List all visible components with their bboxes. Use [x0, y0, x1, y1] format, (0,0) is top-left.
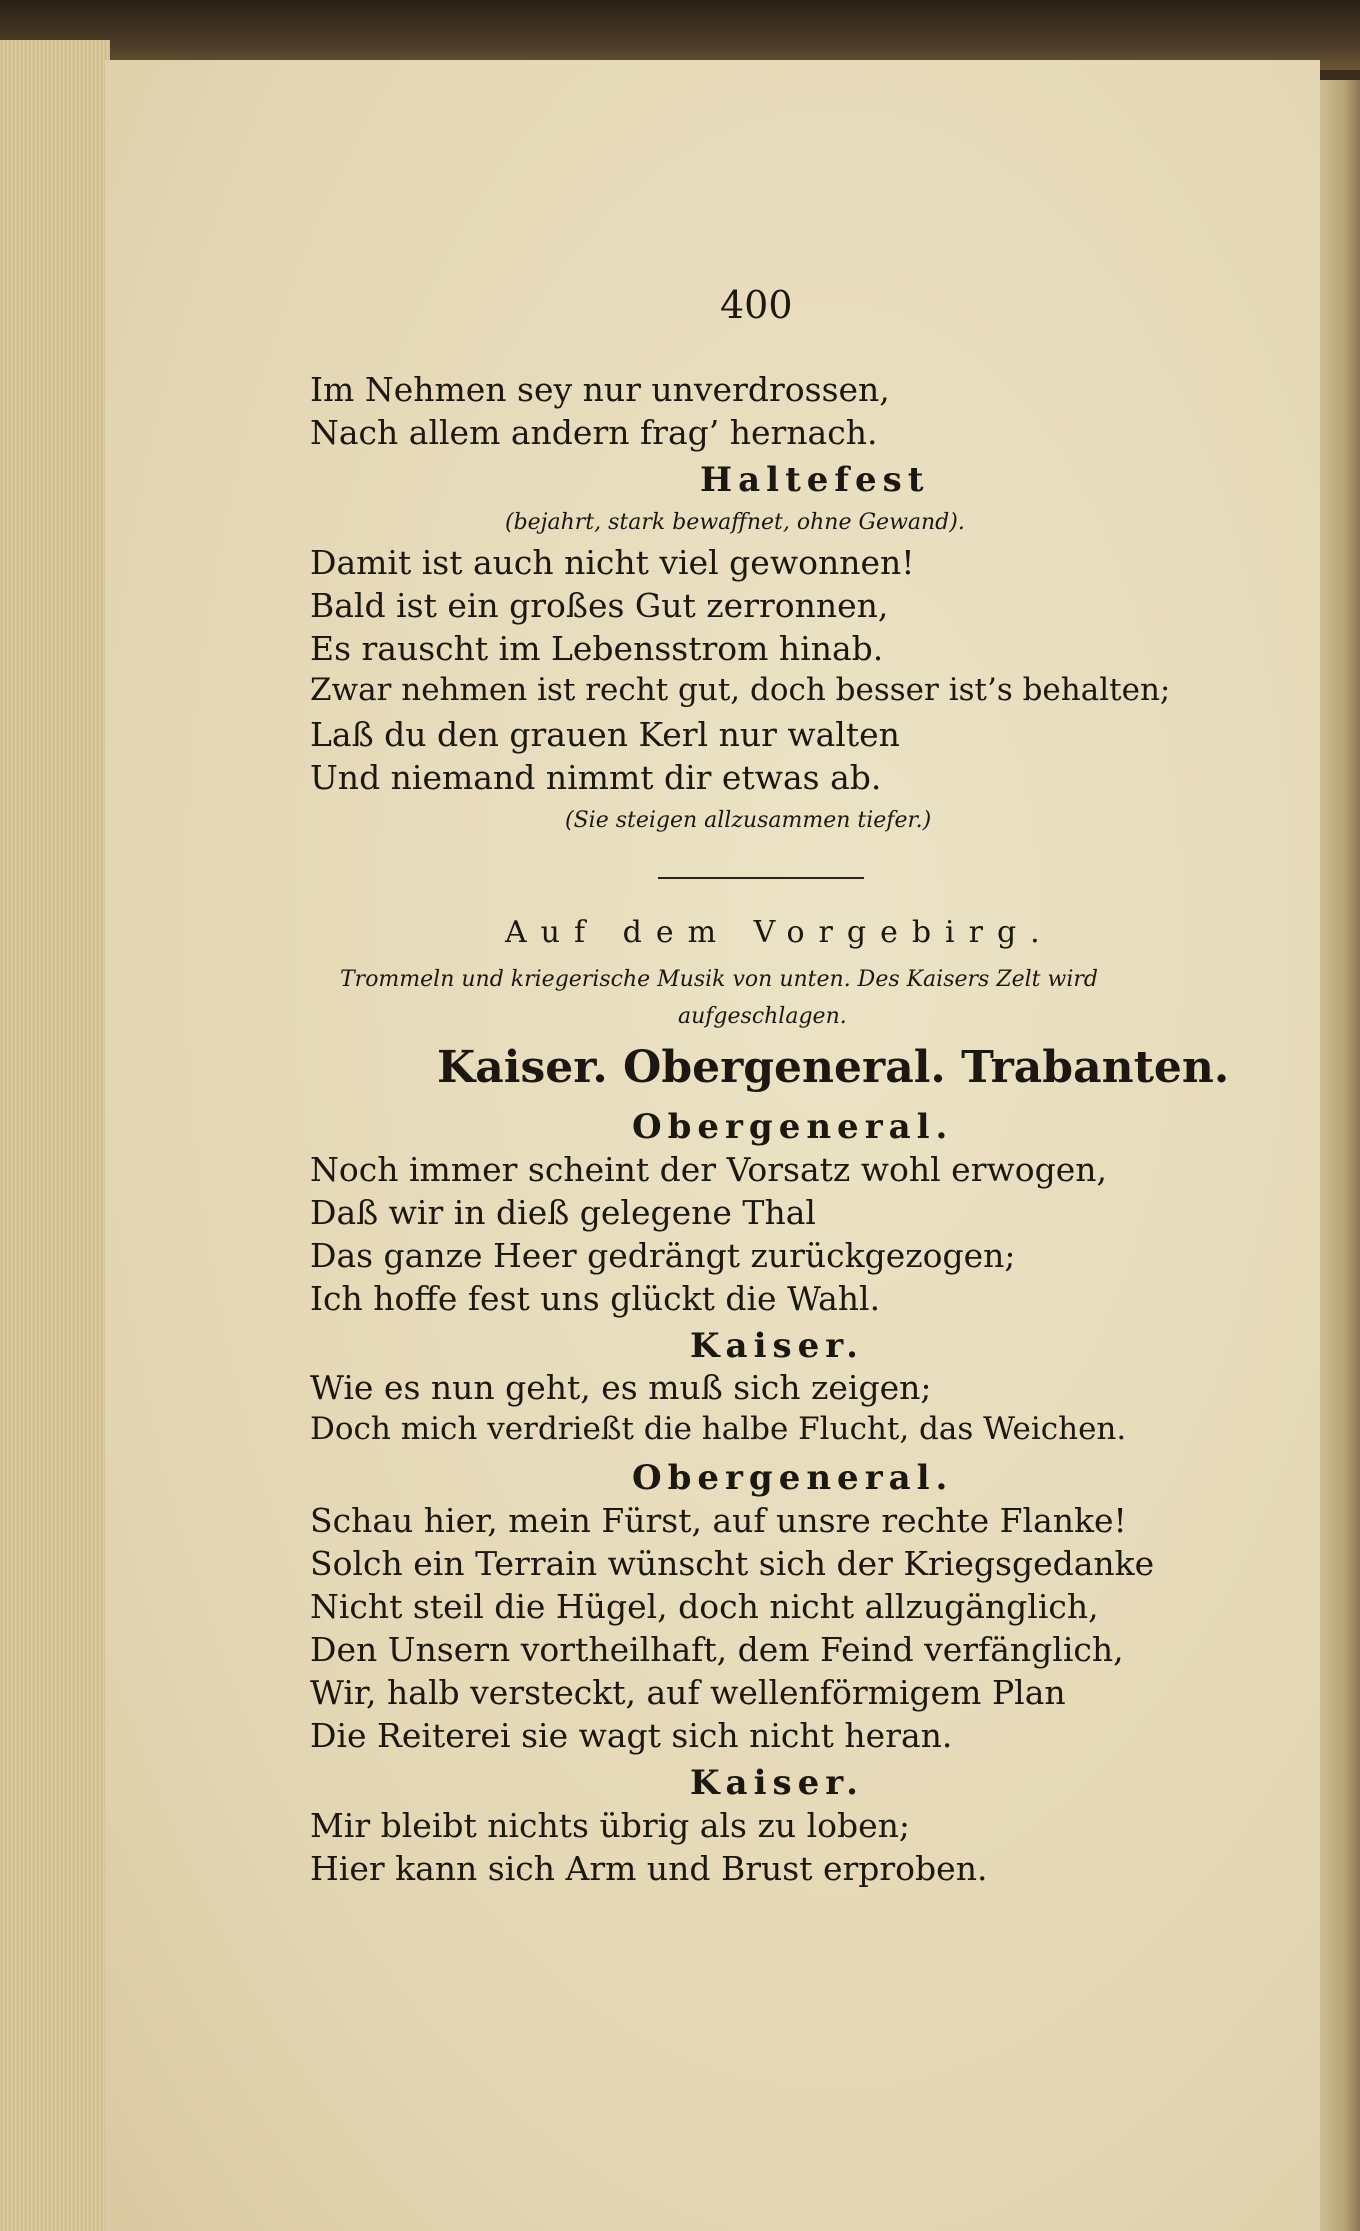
page-stack-edge	[0, 40, 110, 2231]
verse-line: Den Unsern vortheilhaft, dem Feind verfänglich,	[310, 1630, 1124, 1669]
verse-line: Wir, halb versteckt, auf wellenförmigem Plan	[310, 1673, 1066, 1712]
verse-line: Bald ist ein großes Gut zerronnen,	[310, 586, 889, 625]
stage-direction: (Sie steigen allzusammen tiefer.)	[565, 808, 932, 833]
verse-line: Wie es nun geht, es muß sich zeigen;	[310, 1368, 932, 1407]
speaker-name: Kaiser.	[690, 1763, 864, 1803]
verse-line: Zwar nehmen ist recht gut, doch besser ist’s behalten;	[310, 672, 1171, 708]
verse-line: Es rauscht im Lebensstrom hinab.	[310, 629, 884, 668]
verse-line: Doch mich verdrießt die halbe Flucht, das Weichen.	[310, 1411, 1127, 1447]
scene-title: Auf dem Vorgebirg.	[505, 915, 1054, 950]
verse-line: Laß du den grauen Kerl nur walten	[310, 715, 900, 754]
verse-line: Daß wir in dieß gelegene Thal	[310, 1193, 816, 1232]
page-number: 400	[720, 283, 793, 327]
verse-line: Ich hoffe fest uns glückt die Wahl.	[310, 1279, 881, 1318]
stage-direction: Trommeln und kriegerische Musik von unten. Des Kaisers Zelt wird	[340, 967, 1098, 992]
stage-direction: aufgeschlagen.	[678, 1004, 847, 1029]
speaker-name: Obergeneral.	[632, 1107, 954, 1147]
verse-line: Damit ist auch nicht viel gewonnen!	[310, 543, 915, 582]
next-page-edge	[1320, 80, 1360, 2231]
verse-line: Solch ein Terrain wünscht sich der Kriegsgedanke	[310, 1544, 1155, 1583]
verse-line: Nach allem andern frag’ hernach.	[310, 413, 878, 452]
verse-line: Das ganze Heer gedrängt zurückgezogen;	[310, 1236, 1016, 1275]
verse-line: Hier kann sich Arm und Brust erproben.	[310, 1849, 988, 1888]
verse-line: Und niemand nimmt dir etwas ab.	[310, 758, 882, 797]
verse-line: Nicht steil die Hügel, doch nicht allzugänglich,	[310, 1587, 1099, 1626]
section-divider	[658, 877, 864, 879]
verse-line: Noch immer scheint der Vorsatz wohl erwogen,	[310, 1150, 1107, 1189]
verse-line: Mir bleibt nichts übrig als zu loben;	[310, 1806, 911, 1845]
speaker-name: Kaiser.	[690, 1326, 864, 1366]
verse-line: Im Nehmen sey nur unverdrossen,	[310, 370, 890, 409]
speaker-name: Haltefest	[700, 460, 930, 500]
speaker-name: Obergeneral.	[632, 1458, 954, 1498]
verse-line: Die Reiterei sie wagt sich nicht heran.	[310, 1716, 953, 1755]
verse-line: Schau hier, mein Fürst, auf unsre rechte Flanke!	[310, 1501, 1127, 1540]
stage-direction: (bejahrt, stark bewaffnet, ohne Gewand).	[505, 510, 965, 535]
cast-list: Kaiser. Obergeneral. Trabanten.	[437, 1042, 1230, 1093]
